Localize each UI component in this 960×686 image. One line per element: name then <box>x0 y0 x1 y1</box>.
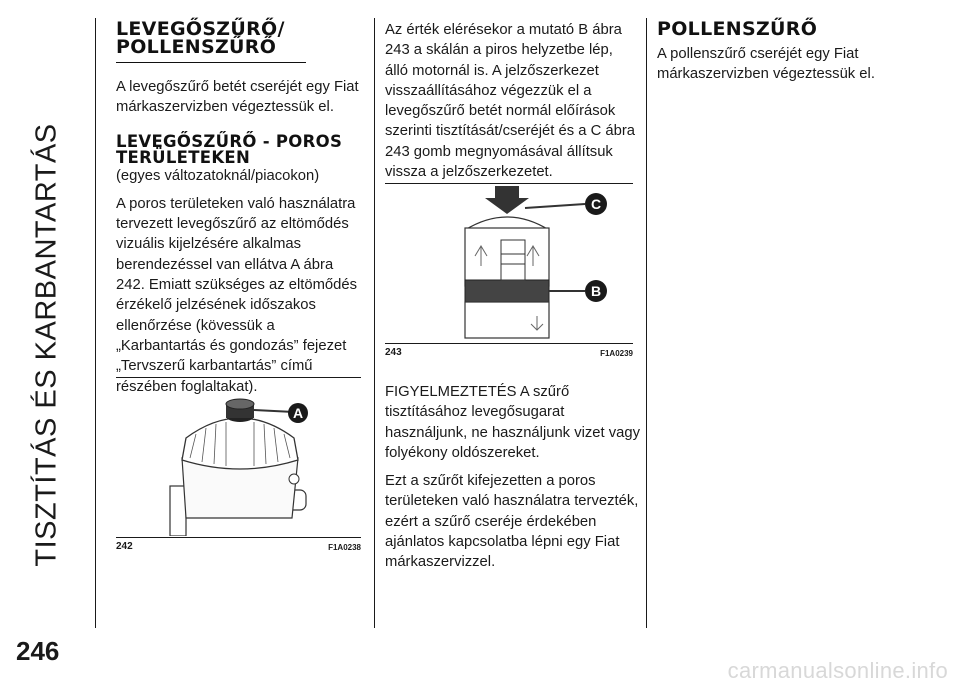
callout-c-label: C <box>590 196 602 212</box>
figure-bottom-rule <box>116 537 361 538</box>
figure-number: 242 <box>116 541 133 552</box>
figure-code: F1A0238 <box>328 543 361 552</box>
column-divider-2 <box>646 18 647 628</box>
sidebar-divider <box>95 18 96 628</box>
callout-c-badge <box>585 193 607 215</box>
subheading-note: (egyes változatoknál/piacokon) <box>116 167 320 184</box>
air-filter-illustration <box>116 378 361 536</box>
indicator-paragraph: Az érték elérésekor a mutató B ábra 243 a skálán a piros helyzetbe lép, álló motornál is. A jelzőszerkezet visszaállításához végezzük el a levegőszűrő betét normál előírások szerinti tisztítását/cseréjét és a C ábra 243 gomb megnyomásával állítsuk vissza a jelzőszerkezetet. <box>385 22 636 181</box>
section-heading-air-filter: LEVEGŐSZŰRŐ/ POLLENSZŰRŐ <box>116 20 306 63</box>
figure-242 <box>116 377 361 559</box>
intro-paragraph: A levegőszűrő betét cseréjét egy Fiat márkaszervizben végeztessük el. <box>116 79 359 116</box>
callout-a-badge <box>288 403 308 423</box>
callout-b-label: B <box>590 283 602 299</box>
watermark: carmanualsonline.info <box>727 658 948 683</box>
page-number: 246 <box>16 636 60 666</box>
chapter-title: TISZTÍTÁS ÉS KARBANTARTÁS <box>30 123 63 567</box>
callout-a-label: A <box>292 405 304 421</box>
figure-code: F1A0239 <box>600 349 633 358</box>
warning-paragraph: FIGYELMEZTETÉS A szűrő tisztításához levegősugarat használjunk, ne használjunk vizet vagy folyékony oldószereket. <box>385 384 640 461</box>
figure-243 <box>385 183 633 365</box>
figure-bottom-rule <box>385 343 633 344</box>
dusty-areas-paragraph: A poros területeken való használatra tervezett levegőszűrő az eltömődés vizuális kijelzésére alkalmas berendezéssel van ellátva A ábra 242. Emiatt szükséges az eltömődés érzékelő jelzésének időszakos ellenőrzése (kövessük a „Karbantartás és gondozás” fejezet „Tervszerű karbantartás” című részében foglaltakat). <box>116 195 357 395</box>
service-paragraph: Ezt a szűrőt kifejezetten a poros területeken való használatra tervezték, ezért a szűrő cseréje érdekében ajánlatos kapcsolatba lépni egy Fiat márkaszervizzel. <box>385 473 639 571</box>
subheading-dusty-areas: LEVEGŐSZŰRŐ - POROS TERÜLETEKEN <box>116 131 343 167</box>
column-divider-1 <box>374 18 375 628</box>
column-1 <box>116 20 362 397</box>
section-heading-pollen-filter: POLLENSZŰRŐ <box>657 18 818 40</box>
pollen-paragraph: A pollenszűrő cseréjét egy Fiat márkaszervizben végeztessük el. <box>657 46 875 83</box>
figure-number: 243 <box>385 347 402 358</box>
column-2 <box>385 20 635 182</box>
callout-b-badge <box>585 280 607 302</box>
column-3 <box>657 20 887 85</box>
column-2-lower <box>385 382 640 573</box>
